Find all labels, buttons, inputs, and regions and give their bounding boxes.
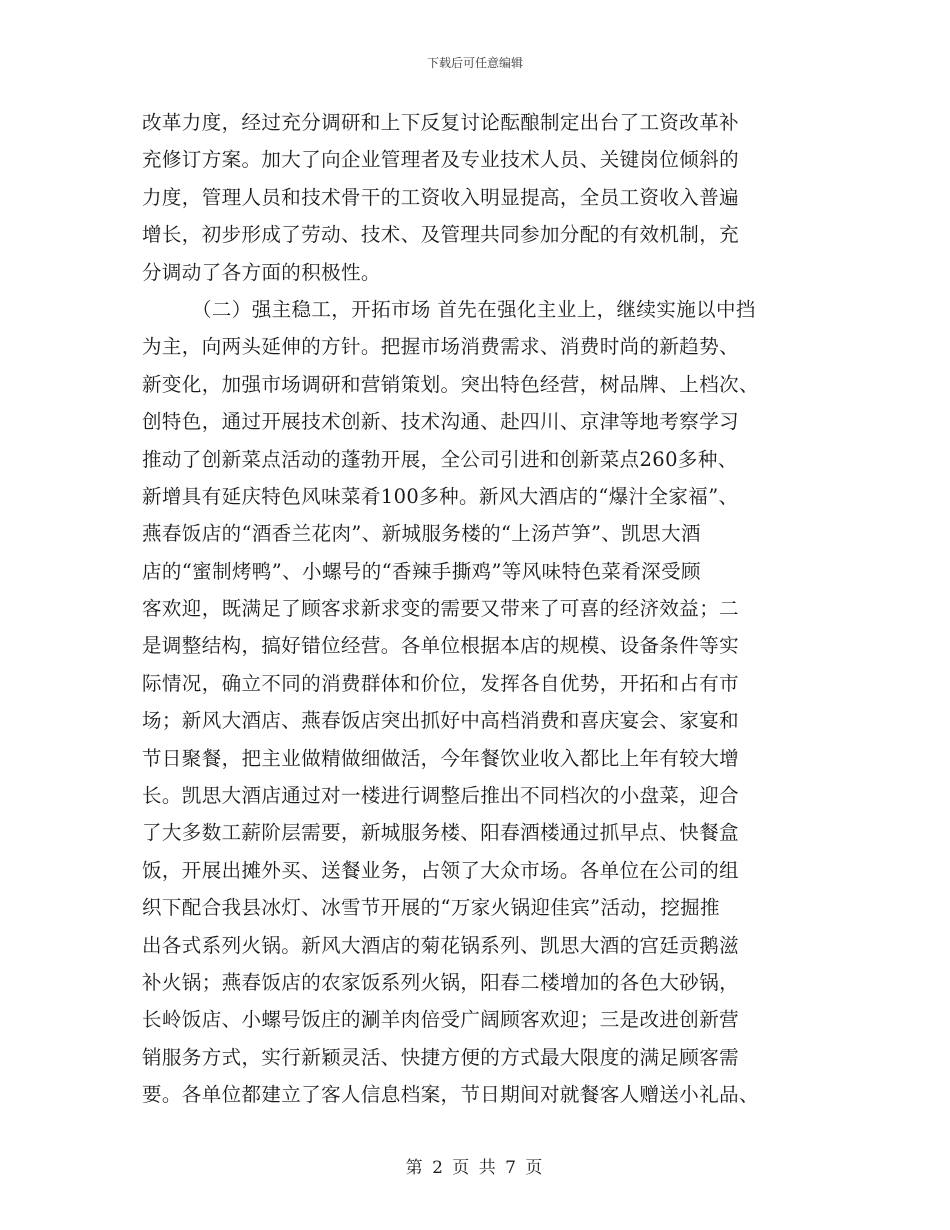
body-line: 新增具有延庆特色风味菜肴100多种。新风大酒店的“爆汁全家福”、: [142, 484, 739, 508]
body-line: 为主，向两头延伸的方针。把握市场消费需求、消费时尚的新趋势、: [142, 335, 740, 359]
page-header: 下载后可任意编辑: [426, 56, 523, 70]
body-line: 增长，初步形成了劳动、技术、及管理共同参加分配的有效机制，充: [142, 223, 740, 247]
body-line: 分调动了各方面的积极性。: [142, 260, 381, 284]
body-line: 际情况，确立不同的消费群体和价位，发挥各自优势，开拓和占有市: [142, 671, 740, 695]
body-line: 客欢迎，既满足了顾客求新求变的需要又带来了可喜的经济效益；二: [142, 597, 740, 621]
body-line: （二）强主稳工，开拓市场 首先在强化主业上，继续实施以中挡: [192, 297, 756, 321]
body-line: 出各式系列火锅。新风大酒店的菊花锅系列、凯思大酒的宫廷贡鹅滋: [142, 933, 740, 957]
body-line: 长。凯思大酒店通过对一楼进行调整后推出不同档次的小盘菜，迎合: [142, 784, 740, 808]
body-line: 燕春饭店的“酒香兰花肉”、新城服务楼的“上汤芦笋”、凯思大酒: [142, 522, 701, 546]
body-line: 创特色，通过开展技术创新、技术沟通、赴四川、京津等地考察学习: [142, 410, 740, 434]
page-number-footer: 第 2 页 共 7 页: [405, 1158, 545, 1178]
body-line: 要。各单位都建立了客人信息档案，节日期间对就餐客人赠送小礼品、: [142, 1083, 759, 1107]
body-line: 销服务方式，实行新颖灵活、快捷方便的方式最大限度的满足顾客需: [142, 1045, 740, 1069]
body-line: 力度，管理人员和技术骨干的工资收入明显提高，全员工资收入普遍: [142, 185, 740, 209]
body-line: 充修订方案。加大了向企业管理者及专业技术人员、关键岗位倾斜的: [142, 148, 740, 172]
body-line: 补火锅；燕春饭店的农家饭系列火锅，阳春二楼增加的各色大砂锅，: [142, 970, 740, 994]
body-line: 是调整结构，搞好错位经营。各单位根据本店的规模、设备条件等实: [142, 634, 740, 658]
body-line: 节日聚餐，把主业做精做细做活，今年餐饮业收入都比上年有较大增: [142, 746, 740, 770]
body-line: 了大多数工薪阶层需要，新城服务楼、阳春酒楼通过抓早点、快餐盒: [142, 821, 740, 845]
body-line: 织下配合我县冰灯、冰雪节开展的“万家火锅迎佳宾”活动，挖掘推: [142, 896, 720, 920]
body-line: 新变化，加强市场调研和营销策划。突出特色经营，树品牌、上档次、: [142, 372, 759, 396]
body-line: 店的“蜜制烤鸭”、小螺号的“香辣手撕鸡”等风味特色菜肴深受顾: [142, 559, 701, 583]
body-line: 推动了创新菜点活动的蓬勃开展，全公司引进和创新菜点260多种、: [142, 447, 738, 471]
document-body: [142, 104, 812, 1114]
body-line: 饭，开展出摊外买、送餐业务，占领了大众市场。各单位在公司的组: [142, 858, 740, 882]
body-line: 场；新风大酒店、燕春饭店突出抓好中高档消费和喜庆宴会、家宴和: [142, 709, 740, 733]
body-line: 长岭饭店、小螺号饭庄的涮羊肉倍受广阔顾客欢迎；三是改进创新营: [142, 1008, 740, 1032]
body-line: 改革力度，经过充分调研和上下反复讨论酝酿制定出台了工资改革补: [142, 111, 740, 134]
